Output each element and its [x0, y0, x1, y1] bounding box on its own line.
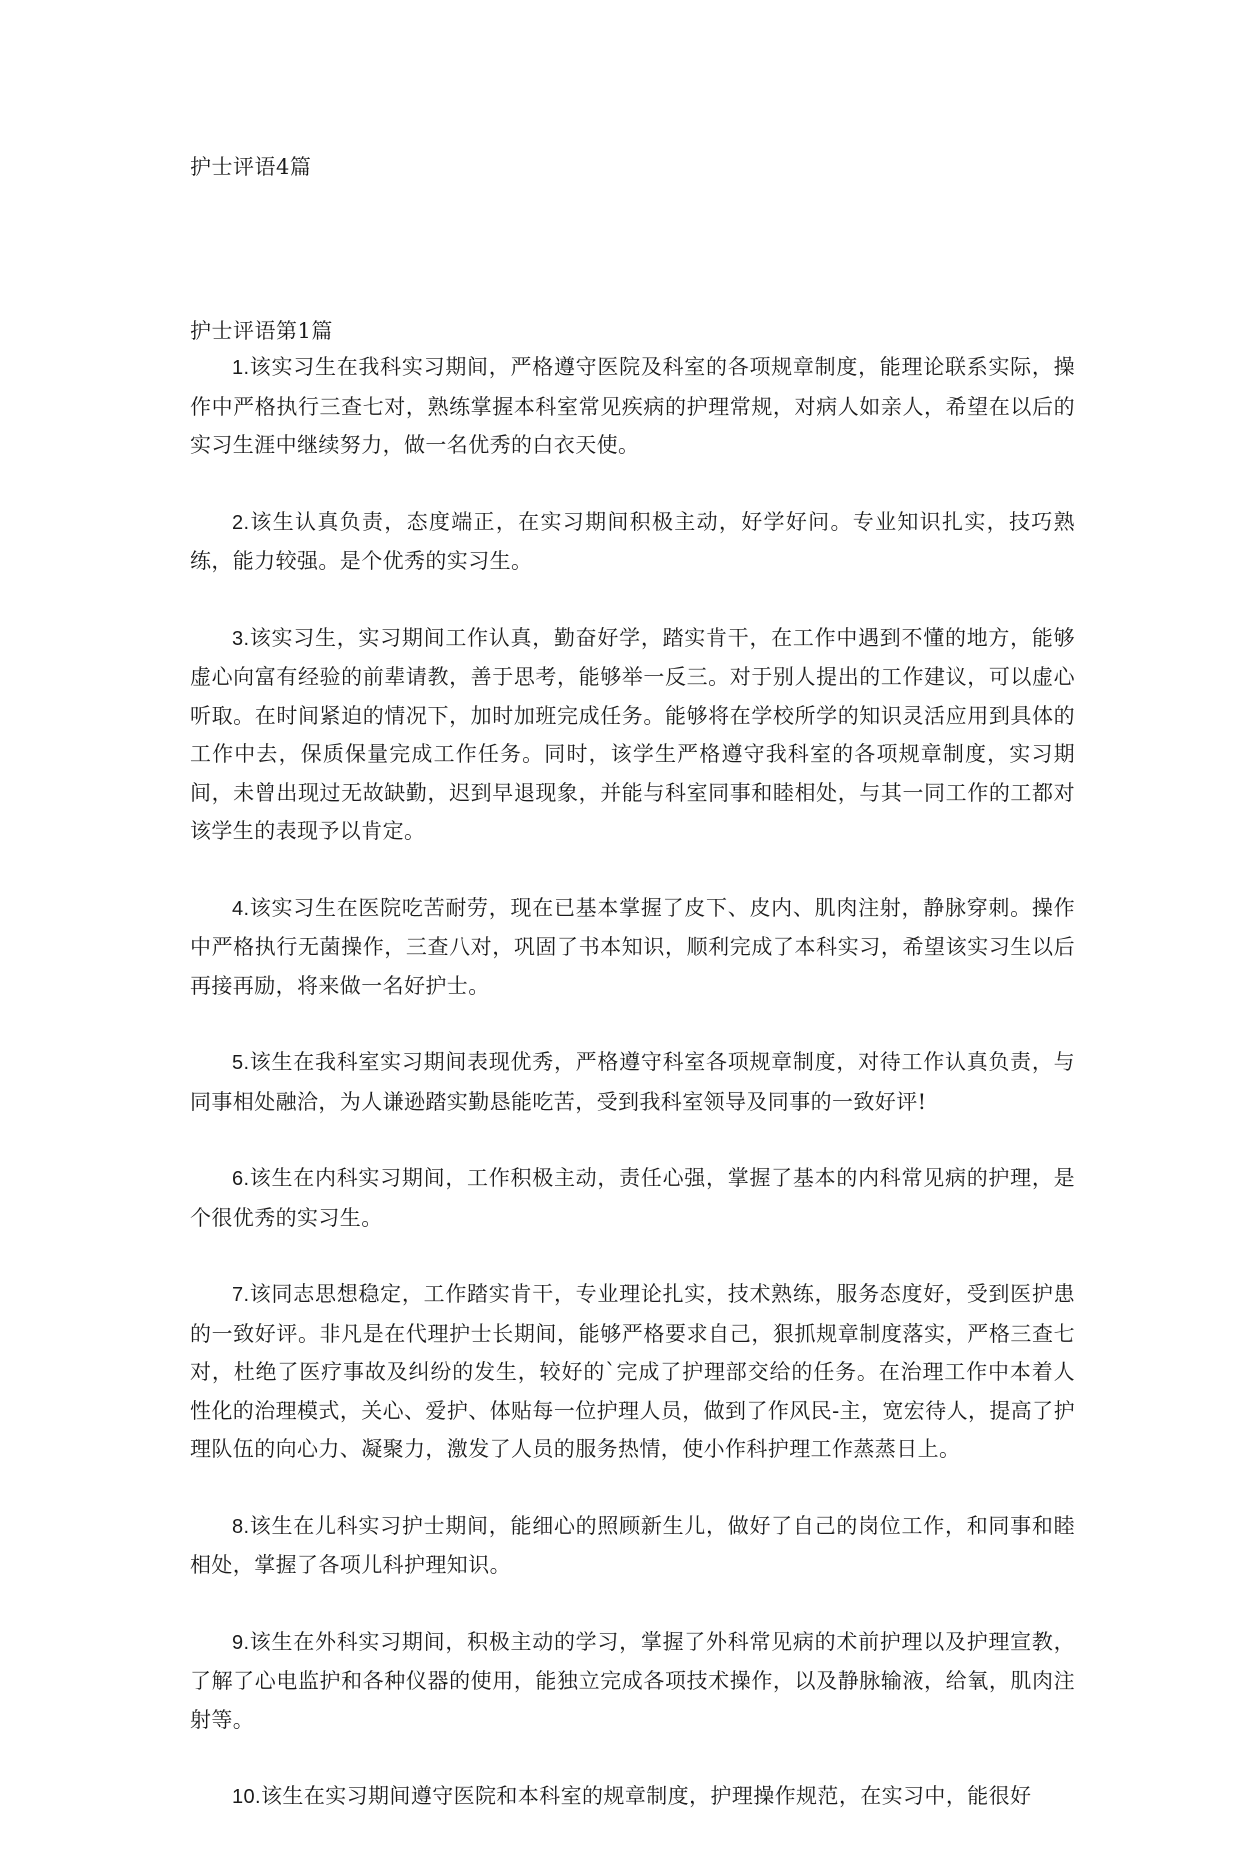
item-number: 10.: [232, 1786, 262, 1808]
item-number: 3.: [232, 627, 250, 650]
comment-item-7: [190, 1275, 1075, 1469]
item-text: 该生在儿科实习护士期间，能细心的照顾新生儿，做好了自己的岗位工作，和同事和睦相处，掌握了各项儿科护理知识。: [190, 1513, 1075, 1577]
item-text: 该生在外科实习期间，积极主动的学习，掌握了外科常见病的术前护理以及护理宣教，了解了心电监护和各种仪器的使用，能独立完成各项技术操作，以及静脉输液，给氧，肌肉注射等。: [190, 1629, 1075, 1732]
item-text: 该实习生在我科实习期间，严格遵守医院及科室的各项规章制度，能理论联系实际，操作中严格执行三查七对，熟练掌握本科室常见疾病的护理常规，对病人如亲人，希望在以后的实习生涯中继续努力，做一名优秀的白衣天使。: [190, 355, 1075, 457]
item-number: 9.: [232, 1631, 250, 1654]
comment-item-5: [190, 1043, 1075, 1121]
item-number: 5.: [232, 1052, 250, 1074]
document-title: 护士评语4篇: [190, 155, 312, 179]
item-text: 该生在内科实习期间，工作积极主动，责任心强，掌握了基本的内科常见病的护理，是个很优秀的实习生。: [190, 1166, 1075, 1230]
comment-item-2: [190, 503, 1075, 581]
item-text: 该实习生在医院吃苦耐劳，现在已基本掌握了皮下、皮内、肌肉注射，静脉穿刺。操作中严格执行无菌操作，三查八对，巩固了书本知识，顺利完成了本科实习，希望该实习生以后再接再励，将来做一名好护士。: [190, 895, 1075, 998]
comment-item-10: [190, 1777, 1075, 1817]
comment-item-4: [190, 889, 1075, 1006]
comment-item-3: [190, 619, 1075, 851]
item-number: 1.: [232, 357, 250, 379]
comment-item-1: [190, 348, 1075, 465]
item-text: 该生在我科室实习期间表现优秀，严格遵守科室各项规章制度，对待工作认真负责，与同事相处融洽，为人谦逊踏实勤恳能吃苦，受到我科室领导及同事的一致好评!: [190, 1050, 1075, 1114]
item-text: 该同志思想稳定，工作踏实肯干，专业理论扎实，技术熟练，服务态度好，受到医护患的一致好评。非凡是在代理护士长期间，能够严格要求自己，狠抓规章制度落实，严格三查七对，杜绝了医疗事故及纠纷的发生，较好的`完成了护理部交给的任务。在治理工作中本着人性化的治理模式，关心、爱护、体贴每一位护理人员，做到了作风民-主，宽宏待人，提高了护理队伍的向心力、凝聚力，激发了人员的服务热情，使小作科护理工作蒸蒸日上。: [190, 1282, 1075, 1461]
item-number: 8.: [232, 1515, 250, 1538]
section-1: [190, 316, 1075, 1855]
item-text: 该实习生，实习期间工作认真，勤奋好学，踏实肯干，在工作中遇到不懂的地方，能够虚心向富有经验的前辈请教，善于思考，能够举一反三。对于别人提出的工作建议，可以虚心听取。在时间紧迫的情况下，加时加班完成任务。能够将在学校所学的知识灵活应用到具体的工作中去，保质保量完成工作任务。同时，该学生严格遵守我科室的各项规章制度，实习期间，未曾出现过无故缺勤，迟到早退现象，并能与科室同事和睦相处，与其一同工作的工都对该学生的表现予以肯定。: [190, 625, 1075, 843]
item-number: 2.: [232, 511, 250, 534]
comment-item-6: [190, 1159, 1075, 1237]
item-text: 该生在实习期间遵守医院和本科室的规章制度，护理操作规范，在实习中，能很好: [261, 1784, 1032, 1808]
comment-item-9: [190, 1623, 1075, 1740]
item-number: 4.: [232, 897, 250, 920]
item-text: 该生认真负责，态度端正，在实习期间积极主动，好学好问。专业知识扎实，技巧熟练，能力较强。是个优秀的实习生。: [190, 509, 1075, 573]
comment-item-8: [190, 1507, 1075, 1585]
item-number: 7.: [232, 1284, 250, 1306]
section-title: 护士评语第1篇: [190, 319, 333, 343]
item-number: 6.: [232, 1168, 250, 1190]
